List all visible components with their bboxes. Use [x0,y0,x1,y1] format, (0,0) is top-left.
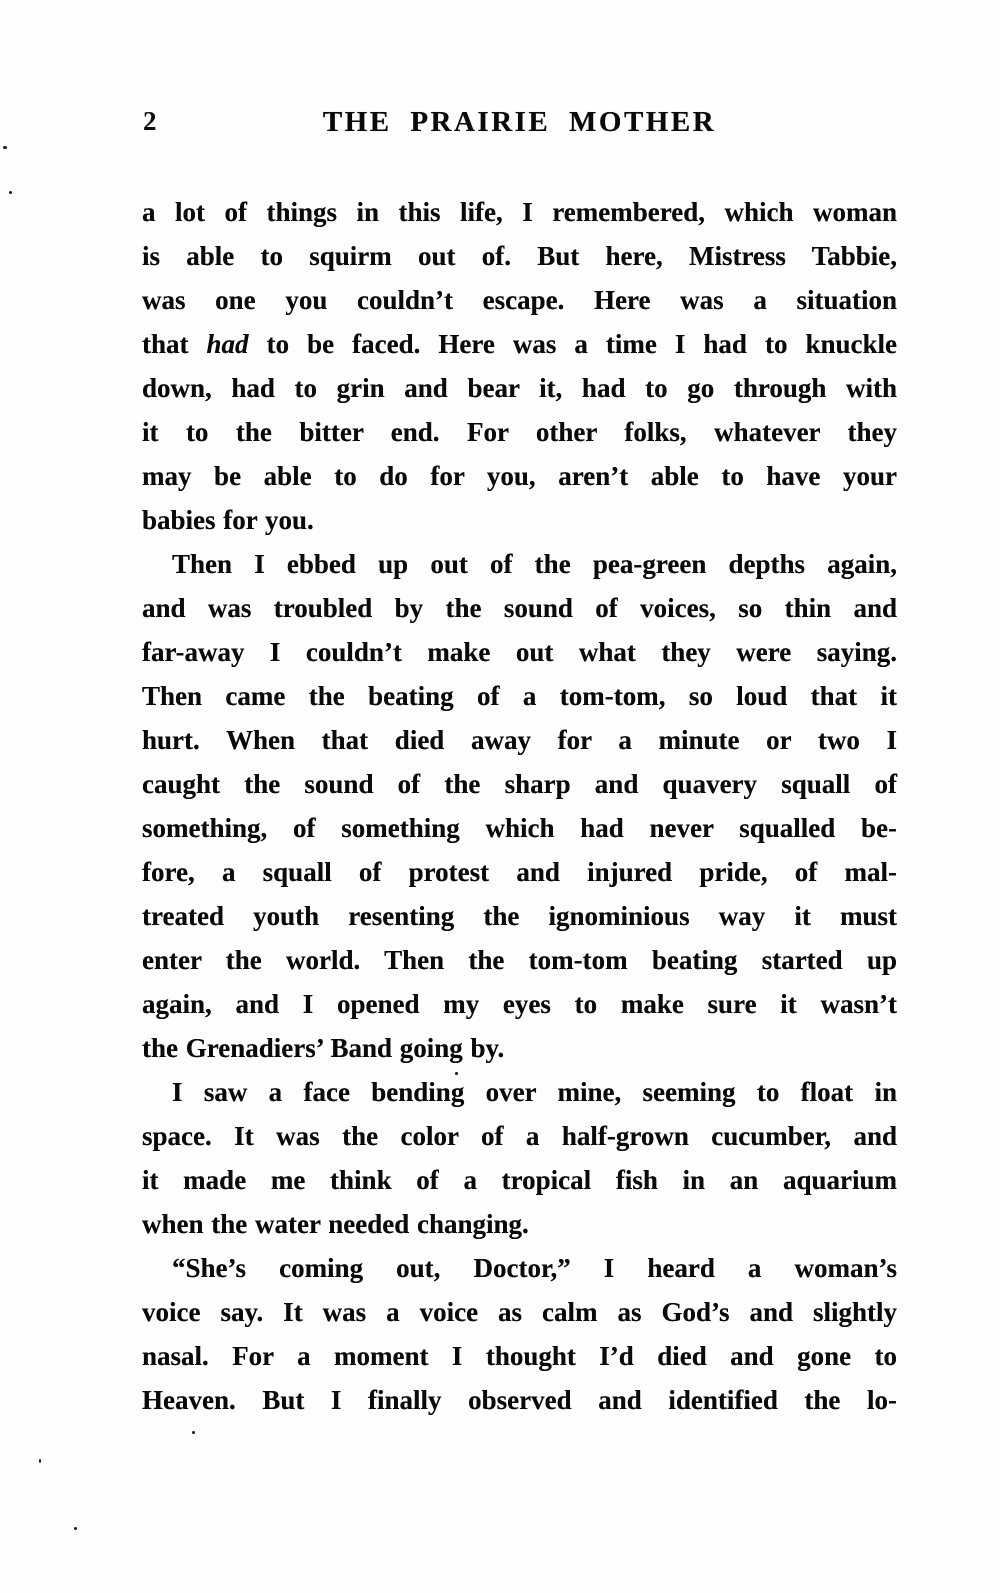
paragraph [142,542,897,1070]
text-line: hurt. When that died away for a minute or two I [142,725,897,755]
scan-speck [74,1527,77,1530]
scan-speck [39,1459,41,1463]
text-line: space. It was the color of a half-grown cucumber, and [142,1121,897,1151]
text-line: down, had to grin and bear it, had to go through with [142,373,897,403]
scan-speck [9,191,12,194]
text-line: Then I ebbed up out of the pea-green depths again, [172,549,897,579]
text-line: a lot of things in this life, I remembered, which woman [142,197,897,227]
text-line: again, and I opened my eyes to make sure it wasn’t [142,989,897,1019]
text-line: may be able to do for you, aren’t able to have your [142,461,897,491]
text-line: babies for you. [142,505,314,535]
body-text [142,190,897,1422]
text-line: and was troubled by the sound of voices, so thin and [142,593,897,623]
paragraph [142,190,897,542]
text-line: Then came the beating of a tom-tom, so loud that it [142,681,897,711]
text-line: was one you couldn’t escape. Here was a situation [142,285,897,315]
scan-speck [3,146,7,149]
text-line: it made me think of a tropical fish in an aquarium [142,1165,897,1195]
text-line: voice say. It was a voice as calm as God’s and slightly [142,1297,897,1327]
text-segment: to be faced. Here was a time I had to knuckle [248,329,897,359]
running-head [142,104,897,144]
text-line: nasal. For a moment I thought I’d died and gone to [142,1341,897,1371]
text-line: Heaven. But I finally observed and identified the lo- [142,1385,897,1415]
italic-word: had [206,329,249,359]
text-line: caught the sound of the sharp and quavery squall of [142,769,897,799]
paragraph [142,1070,897,1246]
text-segment: that [142,329,207,359]
text-line: something, of something which had never squalled be- [142,813,897,843]
text-line: it to the bitter end. For other folks, whatever they [142,417,897,447]
paragraph [142,1246,897,1422]
text-line [142,322,897,366]
page-number: 2 [143,106,157,136]
text-line: fore, a squall of protest and injured pride, of mal- [142,857,897,887]
text-line: I saw a face bending over mine, seeming to float in [172,1077,897,1107]
text-line: “She’s coming out, Doctor,” I heard a woman’s [172,1253,897,1283]
text-line: treated youth resenting the ignominious way it must [142,901,897,931]
text-line: enter the world. Then the tom-tom beating started up [142,945,897,975]
scan-speck [455,1072,458,1075]
text-line: is able to squirm out of. But here, Mistress Tabbie, [142,241,897,271]
text-line: far-away I couldn’t make out what they were saying. [142,637,897,667]
running-title: THE PRAIRIE MOTHER [322,106,717,138]
scan-speck [192,1431,195,1434]
text-line: the Grenadiers’ Band going by. [142,1033,505,1063]
text-line: when the water needed changing. [142,1209,529,1239]
